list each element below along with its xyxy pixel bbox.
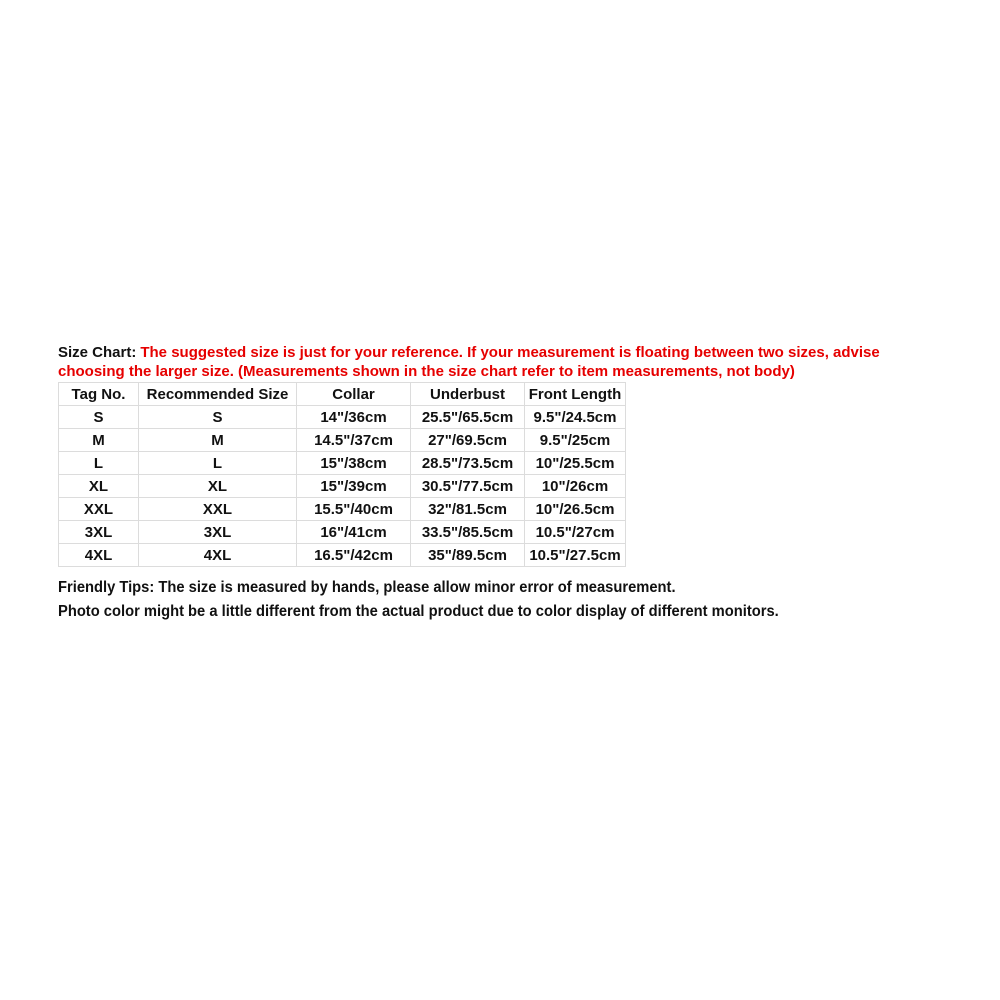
photo-color-note-line: Photo color might be a little different from the actual product due to color display of different monitors. bbox=[58, 603, 779, 620]
cell-tag: XXL bbox=[59, 498, 139, 521]
cell-front-length: 10"/26cm bbox=[525, 475, 626, 498]
cell-front-length: 9.5"/24.5cm bbox=[525, 406, 626, 429]
cell-front-length: 9.5"/25cm bbox=[525, 429, 626, 452]
cell-tag: 3XL bbox=[59, 521, 139, 544]
cell-recommended: M bbox=[139, 429, 297, 452]
cell-underbust: 32"/81.5cm bbox=[411, 498, 525, 521]
column-header-tag-no: Tag No. bbox=[59, 383, 139, 406]
cell-recommended: S bbox=[139, 406, 297, 429]
column-header-underbust: Underbust bbox=[411, 383, 525, 406]
table-row-xl bbox=[59, 475, 626, 498]
cell-tag: M bbox=[59, 429, 139, 452]
cell-collar: 15"/39cm bbox=[297, 475, 411, 498]
table-row-l bbox=[59, 452, 626, 475]
cell-underbust: 33.5"/85.5cm bbox=[411, 521, 525, 544]
cell-recommended: L bbox=[139, 452, 297, 475]
column-header-collar: Collar bbox=[297, 383, 411, 406]
column-header-recommended-size: Recommended Size bbox=[139, 383, 297, 406]
table-row-m bbox=[59, 429, 626, 452]
cell-tag: L bbox=[59, 452, 139, 475]
table-row-s bbox=[59, 406, 626, 429]
notice-text-line-2: choosing the larger size. (Measurements shown in the size chart refer to item measurements, not body) bbox=[58, 362, 795, 380]
cell-collar: 14.5"/37cm bbox=[297, 429, 411, 452]
size-chart-label: Size Chart: bbox=[58, 344, 137, 361]
cell-front-length: 10.5"/27cm bbox=[525, 521, 626, 544]
cell-collar: 14"/36cm bbox=[297, 406, 411, 429]
table-row-3xl bbox=[59, 521, 626, 544]
cell-recommended: XXL bbox=[139, 498, 297, 521]
cell-front-length: 10"/26.5cm bbox=[525, 498, 626, 521]
cell-recommended: 3XL bbox=[139, 521, 297, 544]
cell-underbust: 27"/69.5cm bbox=[411, 429, 525, 452]
cell-tag: 4XL bbox=[59, 544, 139, 567]
cell-tag: S bbox=[59, 406, 139, 429]
cell-underbust: 28.5"/73.5cm bbox=[411, 452, 525, 475]
cell-tag: XL bbox=[59, 475, 139, 498]
cell-recommended: XL bbox=[139, 475, 297, 498]
cell-collar: 16.5"/42cm bbox=[297, 544, 411, 567]
header-row bbox=[59, 383, 626, 406]
notice-text-line-1: The suggested size is just for your reference. If your measurement is floating between two sizes, advise bbox=[140, 344, 880, 361]
size-chart-table bbox=[58, 382, 626, 567]
table-row-4xl bbox=[59, 544, 626, 567]
column-header-front-length: Front Length bbox=[525, 383, 626, 406]
cell-collar: 15"/38cm bbox=[297, 452, 411, 475]
cell-collar: 16"/41cm bbox=[297, 521, 411, 544]
cell-underbust: 25.5"/65.5cm bbox=[411, 406, 525, 429]
cell-front-length: 10.5"/27.5cm bbox=[525, 544, 626, 567]
cell-front-length: 10"/25.5cm bbox=[525, 452, 626, 475]
cell-recommended: 4XL bbox=[139, 544, 297, 567]
cell-underbust: 30.5"/77.5cm bbox=[411, 475, 525, 498]
table-row-xxl bbox=[59, 498, 626, 521]
cell-collar: 15.5"/40cm bbox=[297, 498, 411, 521]
notice-line-1 bbox=[58, 344, 958, 363]
friendly-tips-line: Friendly Tips: The size is measured by hands, please allow minor error of measurement. bbox=[58, 579, 676, 596]
cell-underbust: 35"/89.5cm bbox=[411, 544, 525, 567]
size-chart-notice bbox=[58, 344, 958, 381]
